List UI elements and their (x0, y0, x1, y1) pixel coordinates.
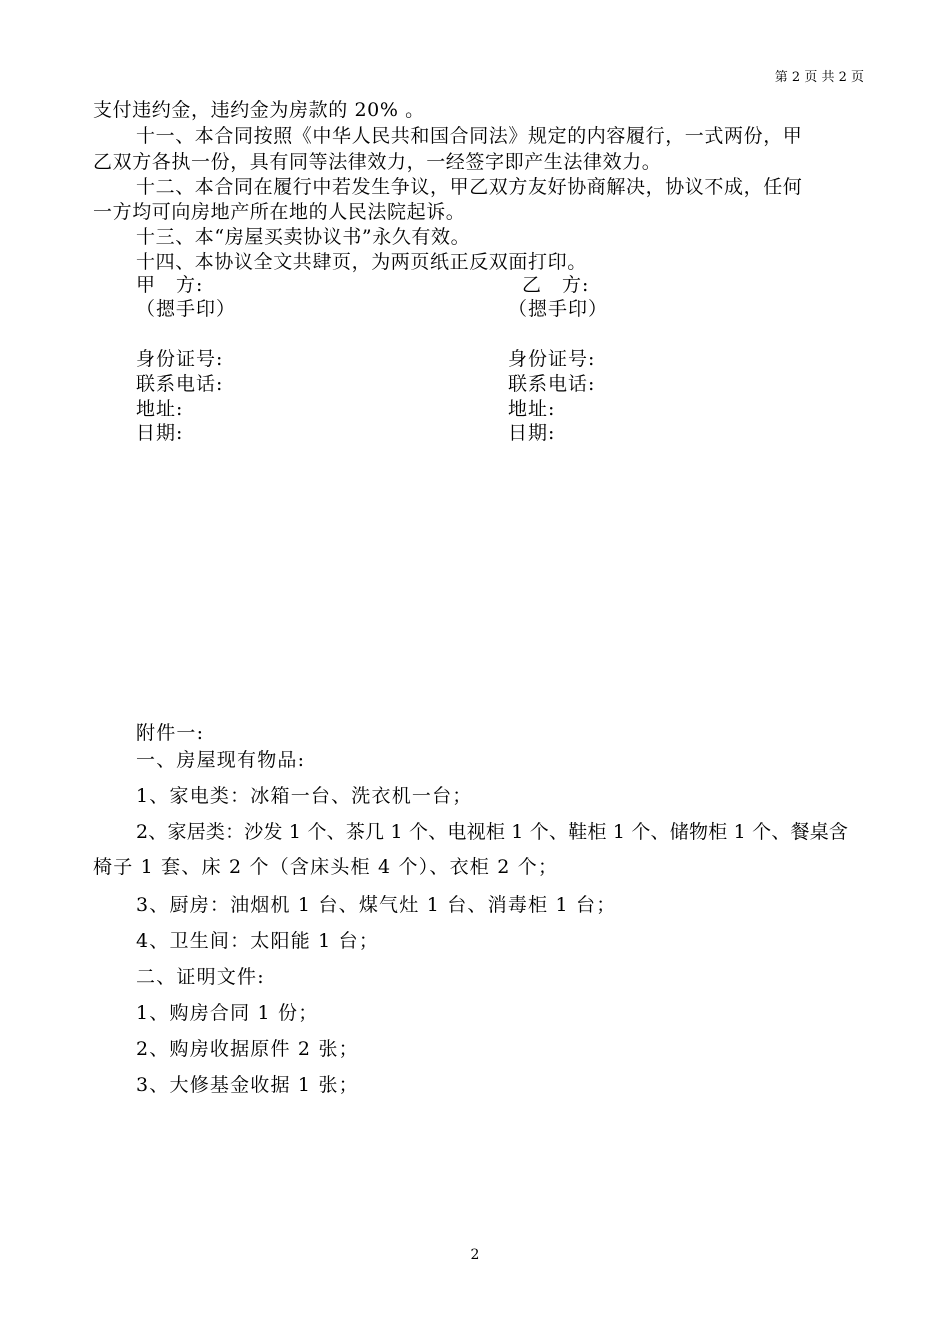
attachment-item-furniture-line-2: 椅子 1 套、床 2 个（含床头柜 4 个）、衣柜 2 个； (93, 856, 559, 878)
clause-13: 十三、本“房屋买卖协议书”永久有效。 (136, 226, 471, 248)
attachment-item-furniture-line-1: 2、家居类：沙发 1 个、茶几 1 个、电视柜 1 个、鞋柜 1 个、储物柜 1 个、餐桌含 (136, 821, 849, 843)
clause-line-penalty: 支付违约金，违约金为房款的 20% 。 (93, 99, 425, 121)
attachment-doc-fund-receipt: 3、大修基金收据 1 张； (136, 1074, 359, 1096)
party-a-id-label: 身份证号: (136, 348, 224, 370)
attachment-item-appliances: 1、家电类：冰箱一台、洗衣机一台； (136, 785, 473, 807)
clause-11-line-2: 乙双方各执一份，具有同等法律效力，一经签字即产生法律效力。 (93, 151, 662, 173)
attachment-doc-contract: 1、购房合同 1 份； (136, 1002, 319, 1024)
attachment-section-items: 一、房屋现有物品: (136, 749, 306, 771)
attachment-item-kitchen: 3、厨房：油烟机 1 台、煤气灶 1 台、消毒柜 1 台； (136, 894, 617, 916)
party-a-address-label: 地址: (136, 398, 184, 420)
party-a-fingerprint: （摁手印） (136, 298, 237, 320)
clause-12-line-2: 一方均可向房地产所在地的人民法院起诉。 (93, 201, 466, 223)
attachment-title: 附件一: (136, 722, 205, 744)
party-b-phone-label: 联系电话: (508, 373, 596, 395)
page-number: 2 (470, 1247, 480, 1263)
attachment-item-bathroom: 4、卫生间：太阳能 1 台； (136, 930, 380, 952)
party-b-label: 乙 方: (522, 274, 590, 296)
clause-14: 十四、本协议全文共肆页，为两页纸正反双面打印。 (136, 251, 587, 273)
attachment-doc-receipts: 2、购房收据原件 2 张； (136, 1038, 359, 1060)
clause-11-line-1: 十一、本合同按照《中华人民共和国合同法》规定的内容履行，一式两份，甲 (136, 125, 803, 147)
party-a-phone-label: 联系电话: (136, 373, 224, 395)
party-b-address-label: 地址: (508, 398, 556, 420)
party-b-date-label: 日期: (508, 422, 556, 444)
attachment-section-documents: 二、证明文件: (136, 966, 265, 988)
page-header-info: 第 2 页 共 2 页 (774, 70, 864, 85)
party-b-fingerprint: （摁手印） (508, 298, 609, 320)
clause-12-line-1: 十二、本合同在履行中若发生争议，甲乙双方友好协商解决，协议不成，任何 (136, 176, 803, 198)
party-a-label: 甲 方: (136, 274, 204, 296)
party-a-date-label: 日期: (136, 422, 184, 444)
party-b-id-label: 身份证号: (508, 348, 596, 370)
